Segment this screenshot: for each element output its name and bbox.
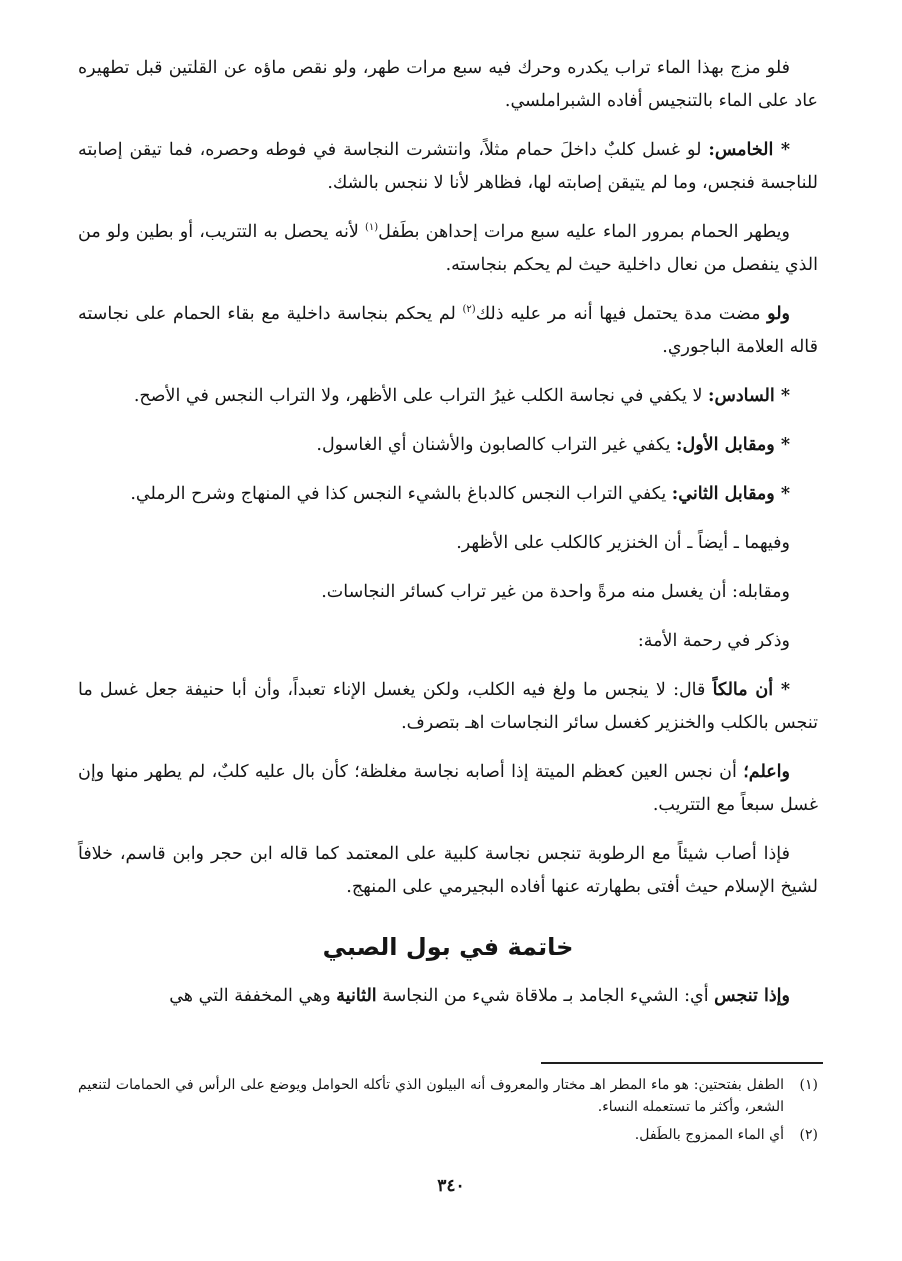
footnote-2 — [78, 1124, 818, 1146]
paragraph-4-text-b: لم يحكم بنجاسة داخلية مع بقاء الحمام على نجاسته قاله العلامة الباجوري. — [78, 304, 818, 357]
paragraph-10-text: وذكر في رحمة الأمة: — [637, 631, 790, 651]
paragraph-14-text-a: أي: الشيء الجامد بـ ملاقاة شيء من النجاسة — [376, 986, 715, 1006]
paragraph-5-text: لا يكفي في نجاسة الكلب غيرُ التراب على الأظهر، ولا التراب النجس في الأصح. — [133, 386, 708, 406]
paragraph-3 — [78, 216, 818, 282]
paragraph-5-lead: * السادس: — [708, 386, 790, 406]
paragraph-8-text: وفيهما ـ أيضاً ـ أن الخنزير كالكلب على الأظهر. — [456, 533, 790, 553]
page-body — [78, 52, 818, 1029]
paragraph-12-lead: واعلم؛ — [743, 762, 790, 782]
footnotes — [78, 1074, 818, 1152]
footnote-1-text: الطفل بفتحتين: هو ماء المطر اهـ مختار والمعروف أنه البيلون الذي تأكله الحوامل ويوضع على الرأس في الحمامات لتنعيم الشعر، وأكثر ما تستعمله النساء. — [78, 1077, 784, 1115]
paragraph-5 — [78, 380, 818, 413]
paragraph-2-text: لو غسل كلبٌ داخلَ حمام مثلاً، وانتشرت النجاسة في فوطه وحصره، فما تيقن إصابته للناجسة فنجس، وما لم يتيقن إصابته لها، فظاهر لأنا لا ننجس بالشك. — [78, 140, 818, 193]
paragraph-11-lead: * أن مالكاً — [712, 680, 790, 700]
footnote-2-number: (٢) — [799, 1127, 818, 1143]
paragraph-12-text: أن نجس العين كعظم الميتة إذا أصابه نجاسة مغلظة؛ كأن بال عليه كلبٌ، لم يطهر منها وإن غسل سبعاً مع التتريب. — [78, 762, 818, 815]
paragraph-9 — [78, 576, 818, 609]
paragraph-7 — [78, 478, 818, 511]
paragraph-7-lead: * ومقابل الثاني: — [671, 484, 790, 504]
page-number: ٣٤٠ — [437, 1176, 465, 1196]
paragraph-2-lead: * الخامس: — [708, 140, 790, 160]
paragraph-6-text: يكفي غير التراب كالصابون والأشنان أي الغاسول. — [316, 435, 677, 455]
paragraph-11 — [78, 674, 818, 740]
footnote-2-text: أي الماء الممزوج بالطَفل. — [634, 1127, 784, 1143]
paragraph-3-text-a: ويطهر الحمام بمرور الماء عليه سبع مرات إحداهن بطَفل — [378, 222, 790, 242]
footnote-divider — [541, 1062, 823, 1064]
paragraph-9-text: ومقابله: أن يغسل منه مرةً واحدة من غير تراب كسائر النجاسات. — [321, 582, 790, 602]
paragraph-1-text: فلو مزج بهذا الماء تراب يكدره وحرك فيه سبع مرات طهر، ولو نقص ماؤه عن القلتين قبل تطهيره عاد على الماء بالتنجيس أفاده الشبراملسي. — [78, 58, 818, 111]
paragraph-13-text: فإذا أصاب شيئاً مع الرطوبة تنجس نجاسة كلبية على المعتمد كما قاله ابن حجر وابن قاسم، خلافاً لشيخ الإسلام حيث أفتى بطهارته عنها أفاده البجيرمي على المنهج. — [78, 844, 818, 897]
footnote-1 — [78, 1074, 818, 1118]
paragraph-7-text: يكفي التراب النجس كالدباغ بالشيء النجس كذا في المنهاج وشرح الرملي. — [130, 484, 672, 504]
paragraph-6 — [78, 429, 818, 462]
paragraph-6-lead: * ومقابل الأول: — [676, 435, 790, 455]
paragraph-11-text: قال: لا ينجس ما ولغ فيه الكلب، ولكن يغسل الإناء تعبداً، وأن أبا حنيفة جعل غسل ما تنجس بالكلب والخنزير كغسل سائر النجاسات اهـ بتصرف. — [78, 680, 818, 733]
paragraph-14 — [78, 980, 818, 1013]
paragraph-4-text-a: مضت مدة يحتمل فيها أنه مر عليه ذلك — [475, 304, 768, 324]
footnote-1-number: (١) — [799, 1077, 818, 1093]
paragraph-14-lead: وإذا تنجس — [714, 986, 790, 1006]
footnote-ref-2[interactable]: (٢) — [462, 304, 476, 316]
paragraph-13 — [78, 838, 818, 904]
paragraph-4 — [78, 298, 818, 364]
paragraph-3-text-b: لأنه يحصل به التتريب، أو بطين ولو من الذي ينفصل من نعال داخلية حيث لم يحكم بنجاسته. — [78, 222, 818, 275]
paragraph-10 — [78, 625, 818, 658]
section-heading: خاتمة في بول الصبي — [322, 933, 574, 961]
paragraph-14-bold: الثانية — [336, 986, 377, 1006]
paragraph-14-text-b: وهي المخففة التي هي — [169, 986, 337, 1006]
paragraph-12 — [78, 756, 818, 822]
footnote-ref-1[interactable]: (١) — [364, 222, 379, 234]
paragraph-4-lead: ولو — [767, 304, 790, 324]
paragraph-8 — [78, 527, 818, 560]
paragraph-1 — [78, 52, 818, 118]
paragraph-2 — [78, 134, 818, 200]
